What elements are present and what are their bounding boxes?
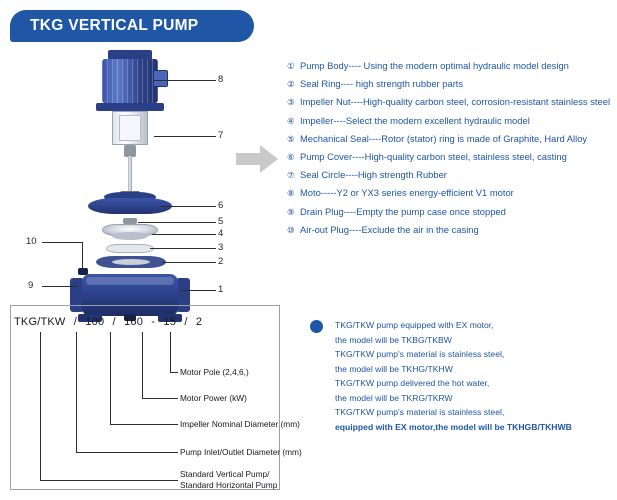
leader-line-10 bbox=[42, 242, 82, 243]
model-connector-inlet bbox=[76, 452, 178, 453]
model-branch-line-standard bbox=[40, 332, 41, 480]
model-label-pole: Motor Pole (2,4,6,) bbox=[180, 367, 249, 377]
legend-part-name: Impeller Nut bbox=[300, 96, 351, 108]
callout-6: 6 bbox=[218, 200, 224, 211]
model-label-power: Motor Power (kW) bbox=[180, 393, 247, 403]
leader-line-7 bbox=[154, 136, 216, 137]
bullet-dot-icon bbox=[310, 320, 323, 333]
impeller-hub-shape bbox=[112, 232, 148, 240]
model-connector-impeller bbox=[110, 424, 178, 425]
callout-10: 10 bbox=[26, 236, 37, 247]
seal-circle-shape bbox=[106, 244, 154, 253]
motor-cooling-fins-shape bbox=[102, 59, 158, 103]
model-code-diameter: 160 bbox=[124, 316, 144, 328]
leader-line-1 bbox=[180, 290, 216, 291]
model-connector-power bbox=[142, 398, 178, 399]
model-code-prefix: TKG/TKW bbox=[14, 316, 66, 328]
model-code-sep-2: / bbox=[112, 316, 116, 328]
list-item bbox=[287, 133, 612, 145]
casing-highlight-shape bbox=[86, 277, 174, 285]
legend-number: ④ bbox=[287, 115, 295, 126]
legend-part-desc: ----Exclude the air in the casing bbox=[348, 223, 479, 235]
model-label-inlet: Pump Inlet/Outlet Diameter (mm) bbox=[180, 447, 302, 457]
legend-part-desc: ----High-quality carbon steel, corrosion-resistant stainless steel bbox=[350, 96, 611, 108]
legend-number: ② bbox=[287, 79, 295, 90]
callout-3: 3 bbox=[218, 242, 224, 253]
callout-7: 7 bbox=[218, 130, 224, 141]
note-line-emphasis: equipped with EX motor,the model will be TKHGB/TKHWB bbox=[335, 421, 572, 432]
lantern-window-shape bbox=[119, 115, 141, 141]
model-branch-line-inlet bbox=[76, 332, 77, 452]
right-arrow-icon bbox=[236, 145, 280, 173]
legend-part-name: Air-out Plug bbox=[300, 223, 349, 235]
legend-part-name: Pump Cover bbox=[300, 150, 353, 162]
model-code-pole: 2 bbox=[195, 316, 203, 328]
legend-number: ⑧ bbox=[287, 188, 295, 199]
legend-part-name: Seal Ring bbox=[300, 78, 341, 90]
callout-5: 5 bbox=[218, 216, 224, 227]
model-code-power: 100 bbox=[85, 316, 105, 328]
list-item bbox=[287, 96, 612, 108]
note-line: the model will be TKHG/TKHW bbox=[335, 363, 453, 374]
callout-8: 8 bbox=[218, 74, 224, 85]
list-item bbox=[287, 169, 612, 181]
legend-number: ⑥ bbox=[287, 151, 295, 162]
leader-line-6 bbox=[160, 206, 216, 207]
note-line: TKG/TKW pump delivered the hot water, bbox=[335, 378, 490, 388]
note-line: TKG/TKW pump's material is stainless steel, bbox=[335, 349, 505, 359]
legend-part-desc: ----High strength Rubber bbox=[345, 169, 447, 181]
callout-4: 4 bbox=[218, 228, 224, 239]
list-item bbox=[287, 78, 612, 90]
legend-part-name: Pump Body bbox=[300, 60, 349, 71]
callout-1: 1 bbox=[218, 284, 224, 295]
leader-line-3 bbox=[150, 248, 216, 249]
model-connector-pole bbox=[170, 372, 178, 373]
legend-part-desc: ---- Using the modern optimal hydraulic model design bbox=[348, 60, 569, 71]
legend-number: ③ bbox=[287, 97, 295, 108]
note-line: TKG/TKW pump equipped with EX motor, bbox=[335, 320, 494, 330]
list-item bbox=[287, 206, 612, 218]
leader-line-5 bbox=[138, 222, 216, 223]
list-item bbox=[287, 60, 612, 72]
parts-legend-list bbox=[287, 60, 612, 242]
legend-part-name: Impeller bbox=[300, 114, 334, 126]
leader-line-10-vertical bbox=[82, 242, 83, 270]
legend-part-desc: ----Rotor (stator) ring is made of Graphite, Hard Alloy bbox=[368, 132, 588, 144]
note-line: TKG/TKW pump's material is stainless steel, bbox=[335, 407, 505, 417]
model-label-standard-vertical: Standard Vertical Pump/ bbox=[180, 469, 270, 479]
model-connector-standard bbox=[40, 480, 178, 481]
model-label-impeller: Impeller Nominal Diameter (mm) bbox=[180, 419, 300, 429]
leader-line-9 bbox=[42, 286, 78, 287]
model-code-sep-1: / bbox=[73, 316, 78, 328]
note-line: the model will be TKRG/TKRW bbox=[335, 392, 453, 403]
legend-part-desc: ----Empty the pump case once stopped bbox=[343, 205, 506, 217]
legend-part-name: Mechanical Seal bbox=[300, 132, 369, 144]
model-code-string bbox=[14, 316, 202, 328]
model-variant-notes bbox=[335, 318, 610, 434]
page-title-banner bbox=[10, 10, 254, 42]
page-title: TKG VERTICAL PUMP bbox=[30, 17, 199, 34]
gasket-inner-shape bbox=[112, 259, 150, 265]
list-item bbox=[287, 151, 612, 163]
model-code-impeller: 15 bbox=[163, 316, 177, 328]
pump-illustration bbox=[20, 48, 250, 298]
legend-part-name: Moto bbox=[300, 187, 321, 199]
legend-part-desc: -----Y2 or YX3 series energy-efficient V1 motor bbox=[320, 187, 514, 199]
motor-terminal-box-shape bbox=[153, 70, 168, 87]
model-branch-line-impeller bbox=[110, 332, 111, 424]
legend-number: ⑩ bbox=[287, 224, 295, 235]
legend-part-desc: ---- high strength rubber parts bbox=[340, 78, 464, 90]
legend-part-name: Seal Circle bbox=[300, 169, 346, 181]
model-code-sep-4: / bbox=[184, 316, 188, 328]
legend-number: ⑤ bbox=[287, 133, 295, 144]
legend-part-desc: ----High-quality carbon steel, stainless steel, casting bbox=[352, 150, 567, 162]
legend-part-desc: ----Select the modern excellent hydraulic model bbox=[333, 114, 530, 126]
legend-number: ① bbox=[287, 61, 295, 71]
model-label-standard-horizontal: Standard Horizontal Pump bbox=[180, 480, 278, 490]
leader-line-8 bbox=[154, 80, 216, 81]
list-item bbox=[287, 115, 612, 127]
legend-number: ⑦ bbox=[287, 170, 295, 181]
legend-number: ⑨ bbox=[287, 206, 295, 217]
motor-base-shape bbox=[96, 103, 164, 111]
leader-line-2 bbox=[162, 262, 216, 263]
legend-part-name: Drain Plug bbox=[300, 205, 344, 217]
callout-9: 9 bbox=[28, 280, 34, 291]
leader-line-4 bbox=[152, 234, 216, 235]
model-branch-line-power bbox=[142, 332, 143, 398]
callout-2: 2 bbox=[218, 256, 224, 267]
model-code-sep-3: - bbox=[151, 316, 156, 328]
note-line: the model will be TKBG/TKBW bbox=[335, 334, 452, 345]
model-branch-line-pole bbox=[170, 332, 171, 372]
list-item bbox=[287, 187, 612, 199]
list-item bbox=[287, 224, 612, 236]
